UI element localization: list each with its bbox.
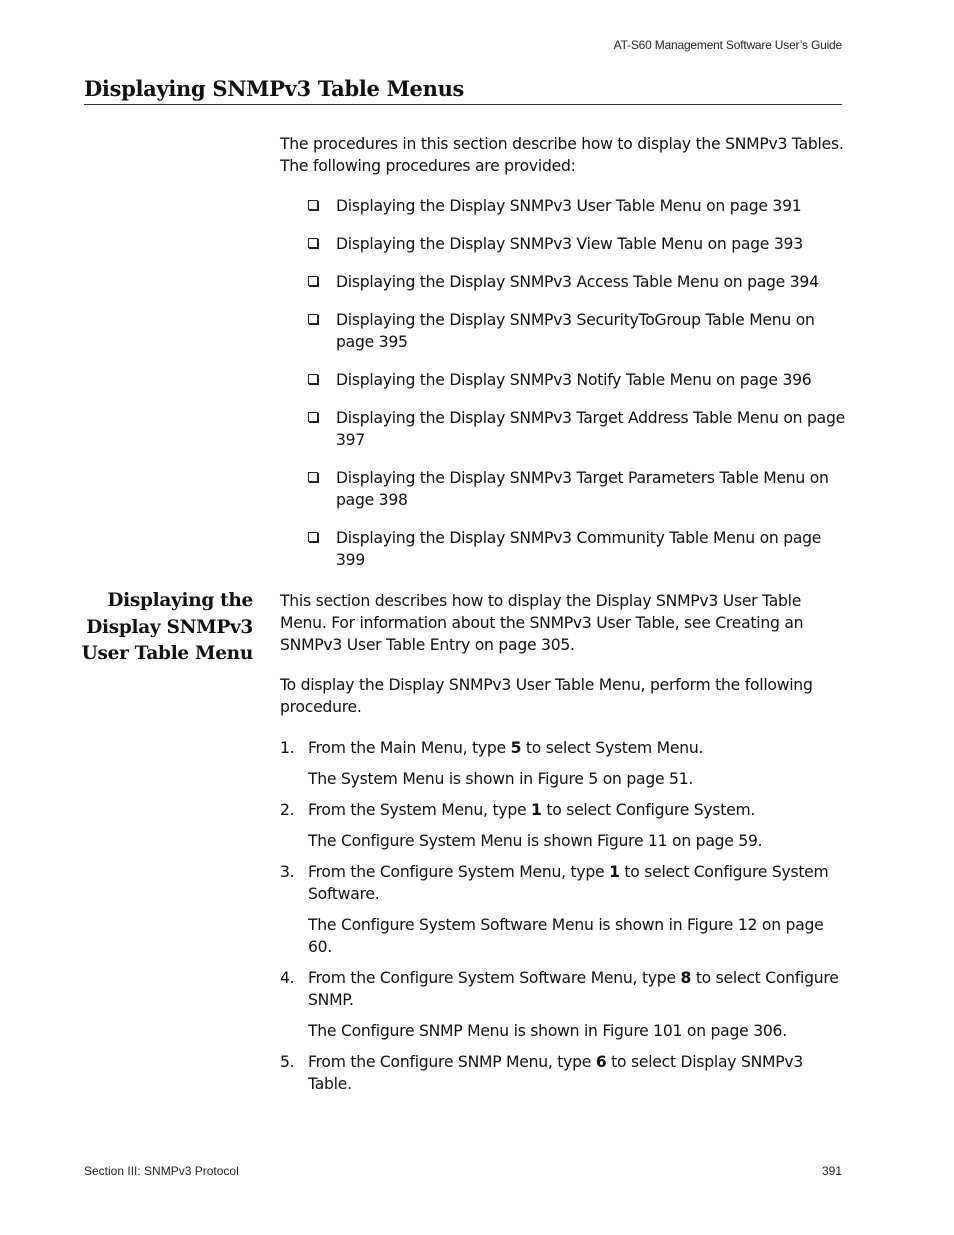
- step-key: 1: [609, 863, 620, 881]
- step-key: 5: [510, 739, 522, 757]
- list-item: [308, 233, 848, 255]
- step-note: The System Menu is shown in Figure 5 on page 51.: [308, 770, 694, 788]
- list-item-text: Displaying the Display SNMPv3 SecurityToGroup Table Menu on page 395: [336, 311, 815, 351]
- step-note: The Configure SNMP Menu is shown in Figure 101 on page 306.: [308, 1022, 787, 1040]
- footer-page-number: 391: [821, 1164, 842, 1178]
- steps-list: [280, 737, 842, 1104]
- subsection-paragraph: To display the Display SNMPv3 User Table Menu, perform the following procedure.: [280, 676, 813, 716]
- step-item: [280, 967, 842, 1042]
- step-note: The Configure System Software Menu is shown in Figure 12 on page 60.: [308, 916, 824, 956]
- running-header: AT-S60 Management Software User’s Guide: [613, 38, 842, 52]
- step-key: 8: [680, 969, 692, 987]
- step-text: From the System Menu, type 1 to select Configure System.: [308, 801, 756, 819]
- checkbox-icon: [308, 412, 318, 422]
- checkbox-icon: [308, 276, 318, 286]
- step-number: 3.: [280, 863, 295, 881]
- step-key: 1: [531, 801, 542, 819]
- step-number: 4.: [280, 969, 295, 987]
- step-item: [280, 1051, 842, 1095]
- section-title: Displaying SNMPv3 Table Menus: [84, 76, 842, 105]
- step-text: From the Main Menu, type 5 to select System Menu.: [308, 739, 704, 757]
- checkbox-icon: [308, 472, 318, 482]
- list-item: [308, 369, 848, 391]
- subsection-title: Displaying the Display SNMPv3 User Table Menu: [81, 590, 253, 664]
- step-item: [280, 799, 842, 852]
- footer-section-label: Section III: SNMPv3 Protocol: [84, 1164, 239, 1178]
- subsection-paragraph: This section describes how to display the Display SNMPv3 User Table Menu. For information about the SNMPv3 User Table, see Creating an SNMPv3 User Table Entry on page 305.: [280, 592, 804, 654]
- procedure-list: [308, 195, 848, 587]
- checkbox-icon: [308, 200, 318, 210]
- list-item-text: Displaying the Display SNMPv3 Target Parameters Table Menu on page 398: [336, 469, 829, 509]
- list-item-text: Displaying the Display SNMPv3 View Table Menu on page 393: [336, 235, 803, 253]
- step-text: From the Configure System Menu, type 1 to select Configure System Software.: [308, 863, 829, 903]
- checkbox-icon: [308, 532, 318, 542]
- subsection-body: [280, 590, 845, 736]
- checkbox-icon: [308, 238, 318, 248]
- step-number: 2.: [280, 801, 295, 819]
- checkbox-icon: [308, 374, 318, 384]
- step-item: [280, 861, 842, 958]
- step-text: From the Configure System Software Menu, type 8 to select Configure SNMP.: [308, 969, 839, 1009]
- list-item: [308, 407, 848, 451]
- intro-text: The procedures in this section describe how to display the SNMPv3 Tables. The following procedures are provided:: [280, 135, 844, 175]
- step-text: From the Configure SNMP Menu, type 6 to select Display SNMPv3 Table.: [308, 1053, 804, 1093]
- list-item-text: Displaying the Display SNMPv3 Notify Table Menu on page 396: [336, 371, 812, 389]
- list-item-text: Displaying the Display SNMPv3 User Table Menu on page 391: [336, 197, 802, 215]
- list-item-text: Displaying the Display SNMPv3 Target Address Table Menu on page 397: [336, 409, 845, 449]
- step-item: [280, 737, 842, 790]
- list-item: [308, 309, 848, 353]
- step-number: 5.: [280, 1053, 295, 1071]
- list-item: [308, 195, 848, 217]
- list-item-text: Displaying the Display SNMPv3 Community Table Menu on page 399: [336, 529, 822, 569]
- intro-paragraph: [280, 133, 845, 177]
- step-note: The Configure System Menu is shown Figure 11 on page 59.: [308, 832, 763, 850]
- step-number: 1.: [280, 739, 295, 757]
- list-item: [308, 467, 848, 511]
- list-item: [308, 271, 848, 293]
- list-item: [308, 527, 848, 571]
- step-key: 6: [595, 1053, 607, 1071]
- checkbox-icon: [308, 314, 318, 324]
- list-item-text: Displaying the Display SNMPv3 Access Table Menu on page 394: [336, 273, 819, 291]
